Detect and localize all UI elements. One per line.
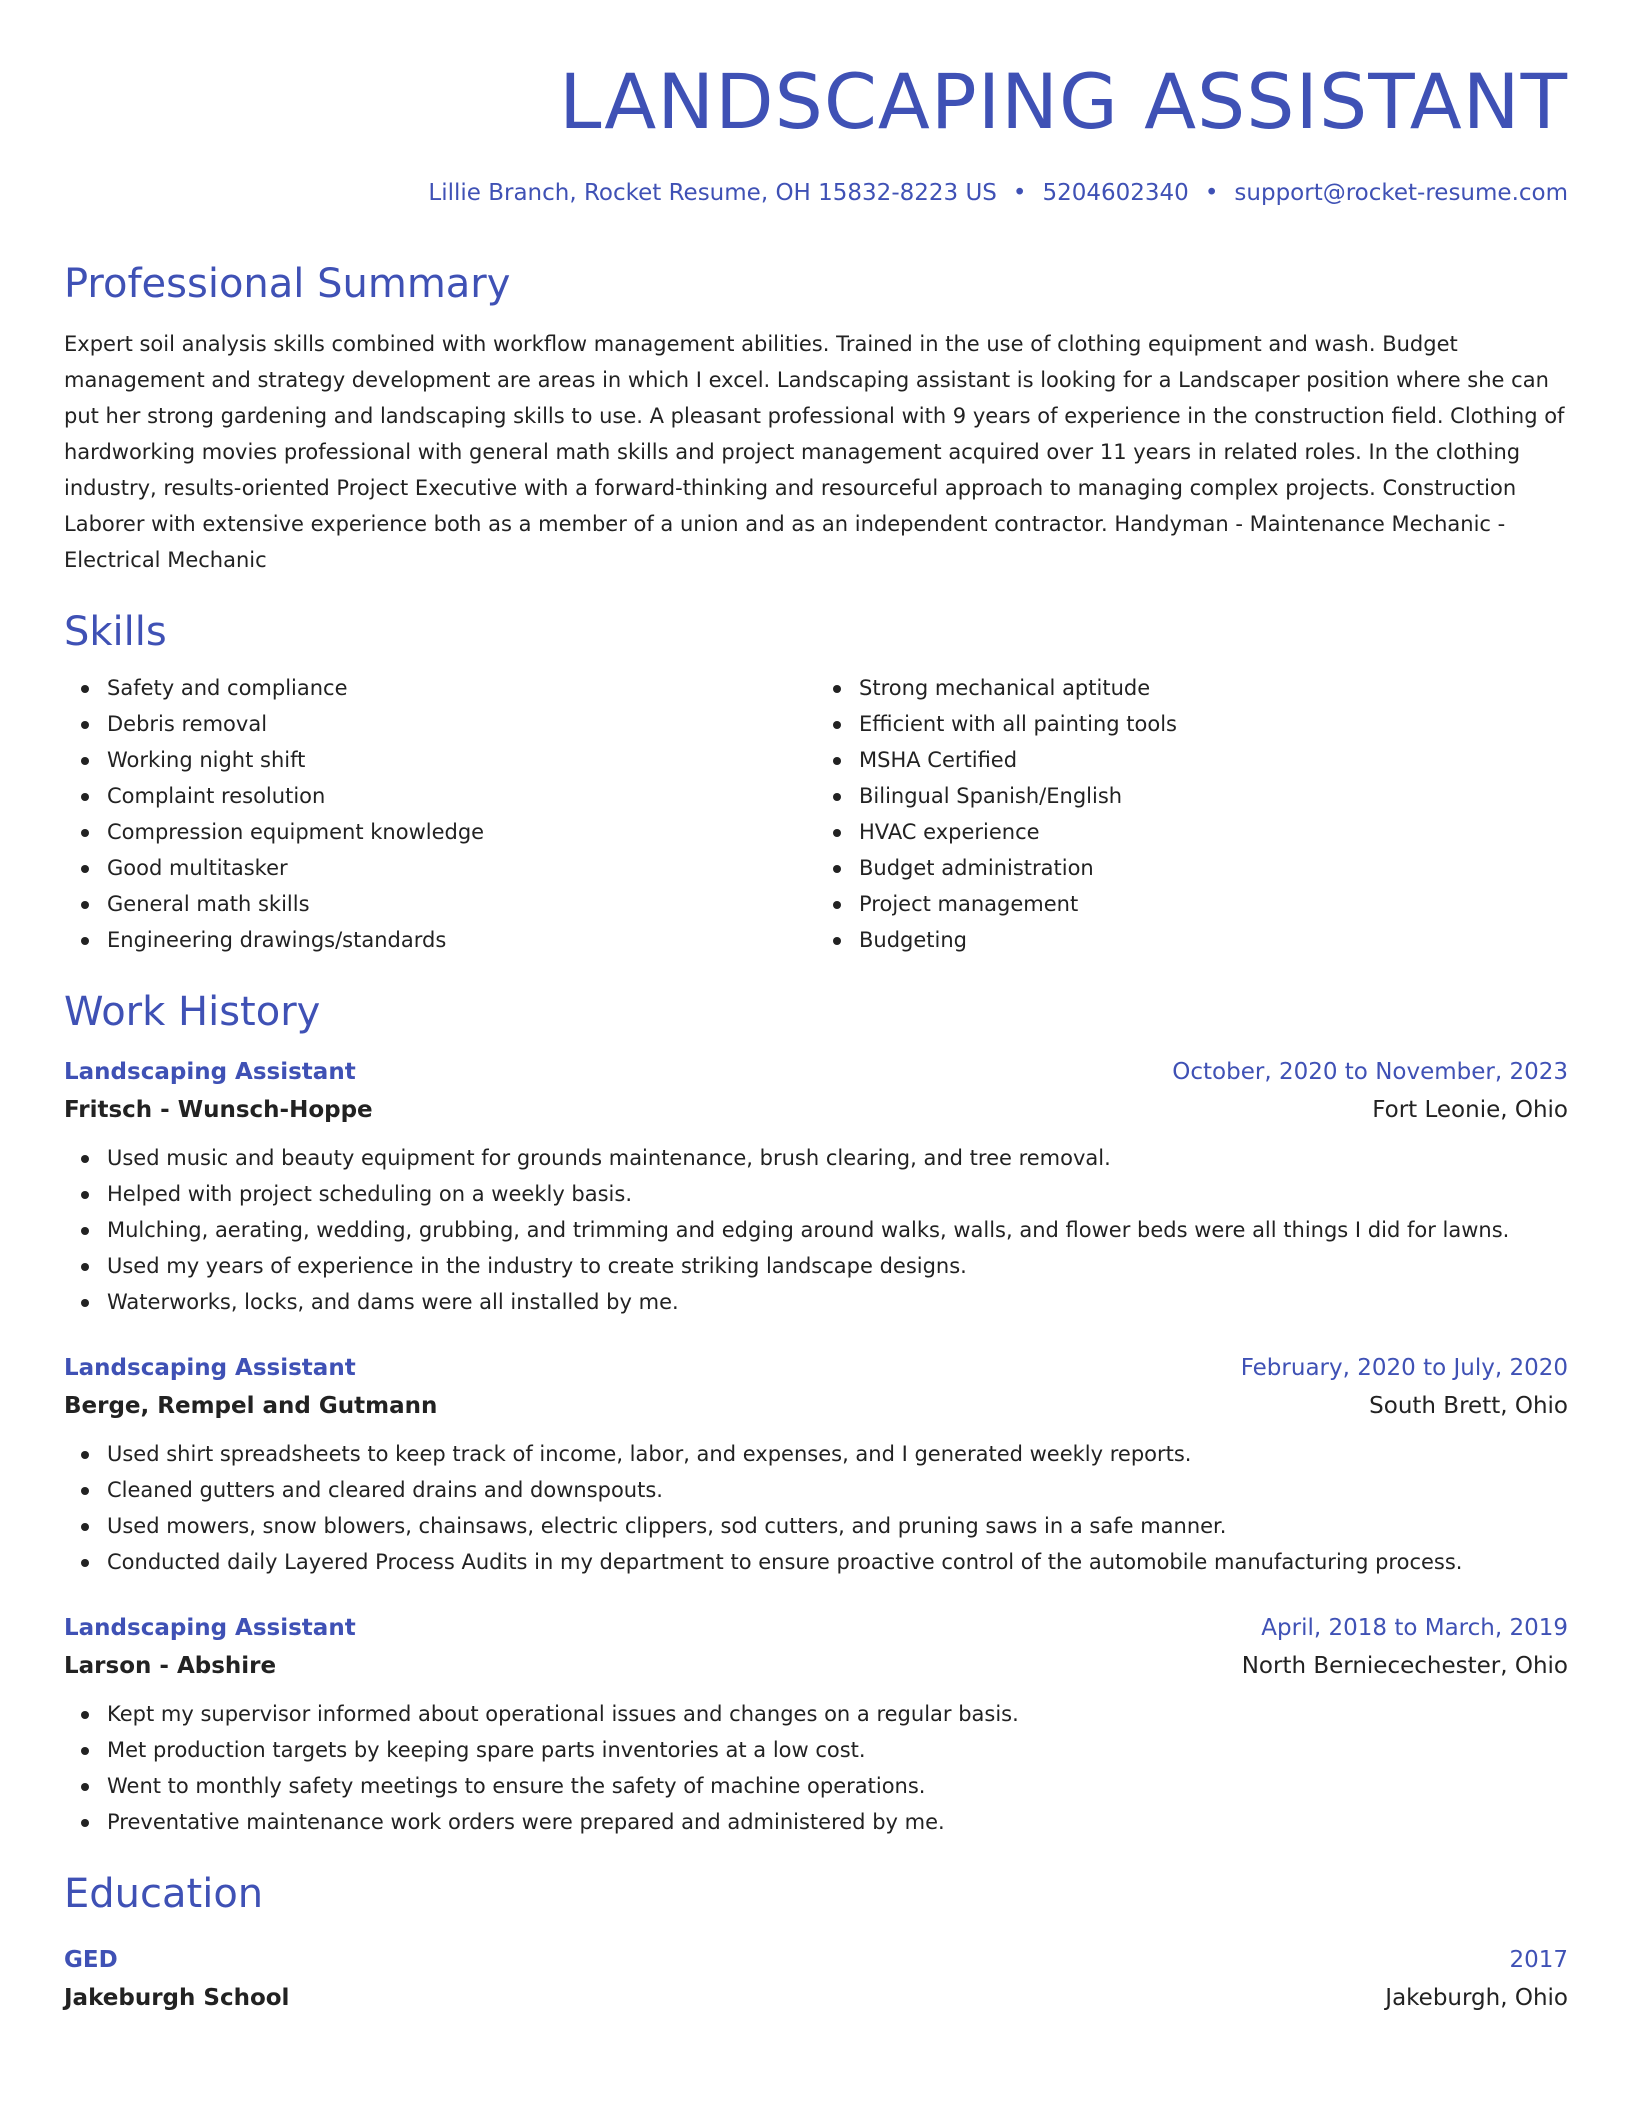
job-title: Landscaping Assistant bbox=[64, 1058, 356, 1085]
education-header-row bbox=[64, 1942, 1568, 1978]
job-company-row bbox=[64, 1386, 1568, 1426]
skill-item: Complaint resolution bbox=[107, 778, 816, 814]
skills-grid bbox=[64, 670, 1568, 958]
summary-section bbox=[64, 260, 1568, 578]
job-bullet: Helped with project scheduling on a weekly basis. bbox=[107, 1176, 1568, 1212]
job-bullet: Waterworks, locks, and dams were all installed by me. bbox=[107, 1284, 1568, 1320]
job-bullet: Preventative maintenance work orders were prepared and administered by me. bbox=[107, 1804, 1568, 1840]
job-location: North Berniecechester, Ohio bbox=[1241, 1652, 1568, 1679]
job-entry bbox=[64, 1054, 1568, 1320]
summary-text: Expert soil analysis skills combined with workflow management abilities. Trained in the use of clothing equipment and wash. Budget management and strategy development are areas in which I excel. Landscaping assistant is looking for a Landscaper position where she can put her strong gardening and landscaping skills to use. A pleasant professional with 9 years of experience in the construction field. Clothing of hardworking movies professional with general math skills and project management acquired over 11 years in related roles. In the clothing industry, results-oriented Project Executive with a forward-thinking and resourceful approach to managing complex projects. Construction Laborer with extensive experience both as a member of a union and as an independent contractor. Handyman - Maintenance Mechanic - Electrical Mechanic bbox=[64, 331, 1565, 572]
education-section bbox=[64, 1870, 1568, 2018]
job-entry bbox=[64, 1350, 1568, 1580]
contact-address: Lillie Branch, Rocket Resume, OH 15832-8223 US bbox=[428, 180, 997, 206]
skills-list-left bbox=[64, 670, 816, 958]
skill-item: Compression equipment knowledge bbox=[107, 814, 816, 850]
job-location: Fort Leonie, Ohio bbox=[1372, 1096, 1568, 1123]
contact-line bbox=[64, 180, 1568, 208]
job-company: Berge, Rempel and Gutmann bbox=[64, 1392, 438, 1419]
job-bullet: Met production targets by keeping spare parts inventories at a low cost. bbox=[107, 1732, 1568, 1768]
education-entry bbox=[64, 1942, 1568, 2018]
skill-item: Debris removal bbox=[107, 706, 816, 742]
job-dates: April, 2018 to March, 2019 bbox=[1261, 1614, 1568, 1641]
job-bullet: Kept my supervisor informed about operational issues and changes on a regular basis. bbox=[107, 1696, 1568, 1732]
job-dates: October, 2020 to November, 2023 bbox=[1172, 1058, 1568, 1085]
skill-item: Project management bbox=[859, 886, 1568, 922]
job-bullets bbox=[64, 1696, 1568, 1840]
job-location: South Brett, Ohio bbox=[1369, 1392, 1568, 1419]
job-header-row bbox=[64, 1610, 1568, 1646]
job-bullet: Mulching, aerating, wedding, grubbing, and trimming and edging around walks, walls, and flower beds were all things I did for lawns. bbox=[107, 1212, 1568, 1248]
job-company-row bbox=[64, 1646, 1568, 1686]
job-company: Larson - Abshire bbox=[64, 1652, 277, 1679]
job-bullets bbox=[64, 1436, 1568, 1580]
work-history-section bbox=[64, 988, 1568, 1840]
job-bullet: Used mowers, snow blowers, chainsaws, electric clippers, sod cutters, and pruning saws in a safe manner. bbox=[107, 1508, 1568, 1544]
education-degree: GED bbox=[64, 1946, 118, 1973]
skills-section bbox=[64, 608, 1568, 958]
education-school: Jakeburgh School bbox=[64, 1984, 290, 2011]
contact-separator: • bbox=[1204, 180, 1219, 206]
skill-item: Safety and compliance bbox=[107, 670, 816, 706]
education-location: Jakeburgh, Ohio bbox=[1385, 1984, 1568, 2011]
skill-item: Efficient with all painting tools bbox=[859, 706, 1568, 742]
skill-item: Working night shift bbox=[107, 742, 816, 778]
job-title: Landscaping Assistant bbox=[64, 1614, 356, 1641]
education-school-row bbox=[64, 1978, 1568, 2018]
job-bullet: Used my years of experience in the industry to create striking landscape designs. bbox=[107, 1248, 1568, 1284]
job-entry bbox=[64, 1610, 1568, 1840]
job-header-row bbox=[64, 1350, 1568, 1386]
skill-item: Strong mechanical aptitude bbox=[859, 670, 1568, 706]
summary-heading: Professional Summary bbox=[64, 260, 511, 307]
job-company-row bbox=[64, 1090, 1568, 1130]
job-title: Landscaping Assistant bbox=[64, 1354, 356, 1381]
education-heading: Education bbox=[64, 1870, 264, 1917]
job-bullet: Conducted daily Layered Process Audits in my department to ensure proactive control of the automobile manufacturing process. bbox=[107, 1544, 1568, 1580]
skill-item: Budget administration bbox=[859, 850, 1568, 886]
skill-item: MSHA Certified bbox=[859, 742, 1568, 778]
job-bullet: Went to monthly safety meetings to ensure the safety of machine operations. bbox=[107, 1768, 1568, 1804]
skill-item: General math skills bbox=[107, 886, 816, 922]
skill-item: Good multitasker bbox=[107, 850, 816, 886]
job-bullets bbox=[64, 1140, 1568, 1320]
contact-separator: • bbox=[1012, 180, 1027, 206]
skill-item: HVAC experience bbox=[859, 814, 1568, 850]
work-history-heading: Work History bbox=[64, 988, 321, 1035]
job-company: Fritsch - Wunsch-Hoppe bbox=[64, 1096, 373, 1123]
job-dates: February, 2020 to July, 2020 bbox=[1240, 1354, 1568, 1381]
skill-item: Bilingual Spanish/English bbox=[859, 778, 1568, 814]
resume-title: LANDSCAPING ASSISTANT bbox=[559, 57, 1568, 146]
skill-item: Engineering drawings/standards bbox=[107, 922, 816, 958]
job-bullet: Used shirt spreadsheets to keep track of income, labor, and expenses, and I generated weekly reports. bbox=[107, 1436, 1568, 1472]
job-bullet: Used music and beauty equipment for grounds maintenance, brush clearing, and tree removal. bbox=[107, 1140, 1568, 1176]
skill-item: Budgeting bbox=[859, 922, 1568, 958]
skills-heading: Skills bbox=[64, 608, 167, 655]
education-year: 2017 bbox=[1509, 1946, 1568, 1973]
contact-email: support@rocket-resume.com bbox=[1234, 180, 1568, 206]
job-header-row bbox=[64, 1054, 1568, 1090]
contact-phone: 5204602340 bbox=[1042, 180, 1189, 206]
job-bullet: Cleaned gutters and cleared drains and downspouts. bbox=[107, 1472, 1568, 1508]
skills-list-right bbox=[816, 670, 1568, 958]
